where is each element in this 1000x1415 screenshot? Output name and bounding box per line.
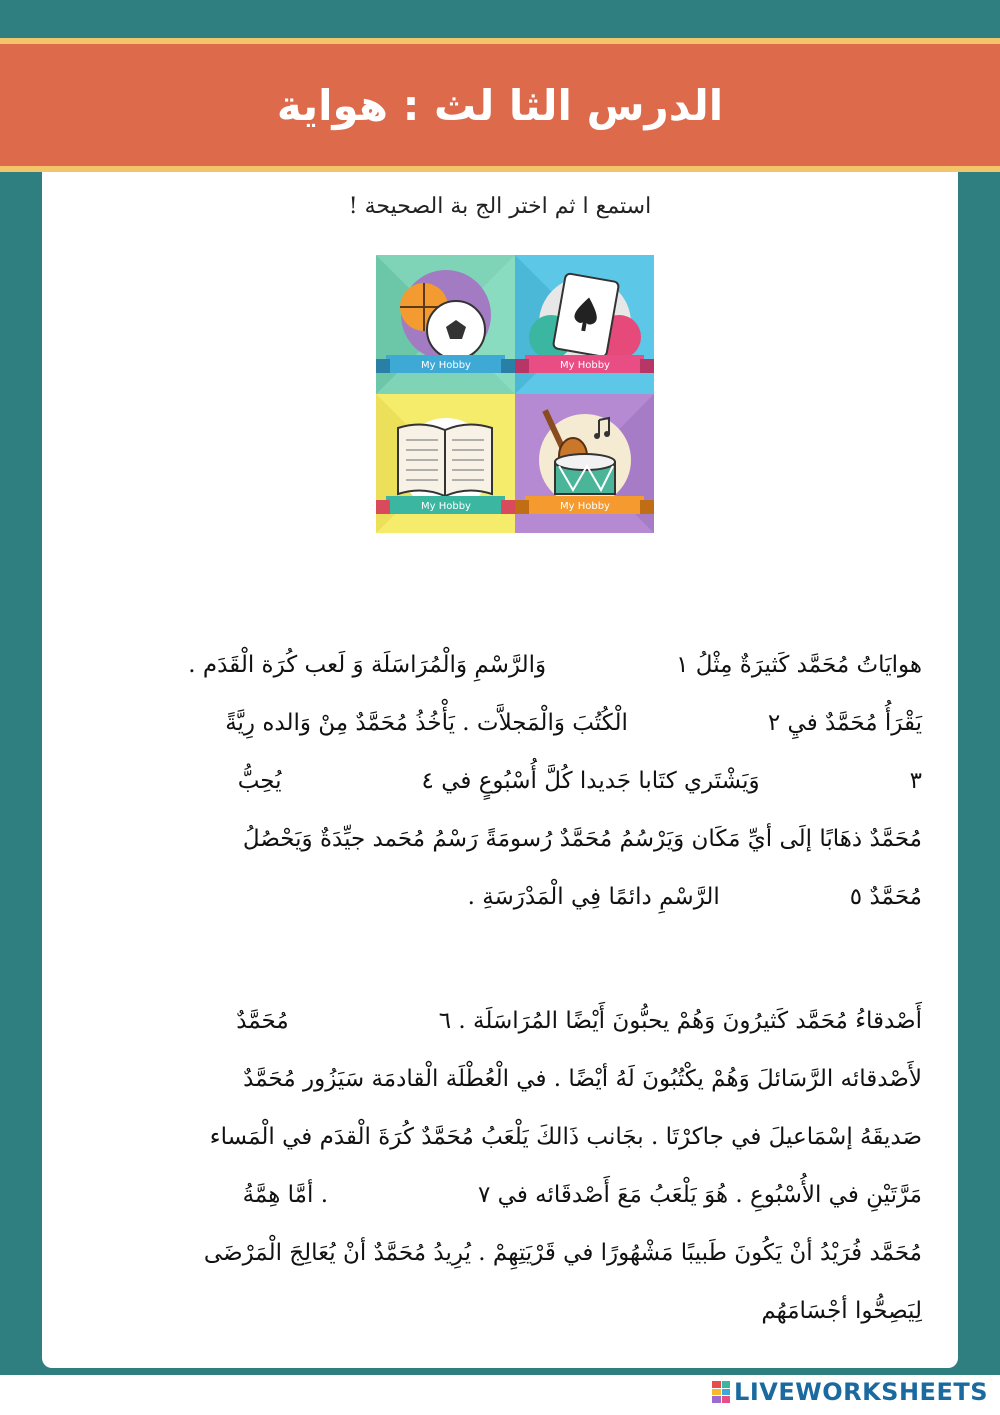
p2-line-2 <box>98 1050 922 1108</box>
p2-line-4-part-a: مَرَّتَيْنِ في الأُسْبُوعِ . هُوَ يَلْعَبُ مَعَ أَصْدقَائه في ٧ <box>478 1182 922 1208</box>
liveworksheets-logo-icon <box>712 1381 730 1403</box>
liveworksheets-footer <box>712 1379 988 1405</box>
p2-line-3 <box>98 1108 922 1166</box>
p1-line-5 <box>98 868 922 926</box>
p2-line-4-part-b: . أمَّا هِمَّةُ <box>242 1182 329 1208</box>
hobby-tile-cards <box>515 255 654 394</box>
p1-line-5-part-a: مُحَمَّدٌ ٥ <box>849 884 922 910</box>
p1-line-1 <box>98 636 922 694</box>
title-banner <box>0 44 1000 166</box>
playing-card-icon <box>515 255 654 394</box>
instruction-text: استمع ا ثم اختر الج بة الصحيحة ! <box>348 194 652 219</box>
p1-line-3-part-c: يُحِبُّ <box>237 768 282 794</box>
hobby-image-grid <box>376 255 654 533</box>
p2-line-6-part-a: لِيَصِحُّوا أجْسَامَهُم <box>761 1298 922 1324</box>
hobby-label-4: My Hobby <box>560 501 610 512</box>
open-book-icon <box>376 394 515 533</box>
paragraph-2 <box>98 992 922 1340</box>
p2-line-5 <box>98 1224 922 1282</box>
p1-line-4-part-a: مُحَمَّدٌ ذهَابًا إلَى أيِّ مَكَان وَيَرْسُمُ مُحَمَّدٌ رُسومَةً رَسْمُ مُحَمد جيِّدَةٌ وَيَحْصُلُ <box>242 826 922 852</box>
p2-line-3-part-a: صَديقَهُ إسْمَاعيلَ في جاكرْتَا . بجَانب ذَالكَ يَلْعَبُ مُحَمَّدٌ كُرَةَ الْقدَم في الْمَساء <box>209 1124 922 1150</box>
liveworksheets-brand[interactable]: LIVEWORKSHEETS <box>734 1378 988 1406</box>
music-drum-icon <box>515 394 654 533</box>
p1-line-1-part-a: هوايَاتُ مُحَمَّد كَثيرَةٌ مِثْلُ ١ <box>676 652 922 678</box>
lesson-title: الدرس الثا لث : هواية <box>276 80 724 130</box>
hobby-tile-music <box>515 394 654 533</box>
p1-line-5-part-b: الرَّسْمِ دائمًا فِي الْمَدْرَسَةِ . <box>467 884 720 910</box>
hobby-label-3: My Hobby <box>421 501 471 512</box>
hobby-label-1: My Hobby <box>421 360 471 371</box>
p1-line-1-part-b: وَالرَّسْمِ وَالْمُرَاسَلَة وَ لَعب كُرَة الْقَدَم . <box>188 652 547 678</box>
p1-line-2-part-b: الْكُتُبَ وَالْمَجلاَّت . يَأْخُذُ مُحَمَّدٌ مِنْ وَالده رِيَّةً <box>225 710 628 736</box>
p1-line-2 <box>98 694 922 752</box>
p1-line-3 <box>98 752 922 810</box>
sports-ball-icon <box>376 255 515 394</box>
hobby-label-2: My Hobby <box>560 360 610 371</box>
paragraph-1 <box>98 636 922 926</box>
p1-line-4 <box>98 810 922 868</box>
p2-line-5-part-a: مُحَمَّد فُرَيْدُ أنْ يَكُونَ طَبيبًا مَشْهُورًا في قَرْيَتِهِمْ . يُرِيدُ مُحَمَّدٌ أنْ يُعَالِجَ الْمَرْضَى <box>203 1240 922 1266</box>
p1-line-3-part-a: ٣ <box>909 768 922 794</box>
p1-line-2-part-a: يَقْرَأُ مُحَمَّدٌ فيِ ٢ <box>767 710 922 736</box>
p2-line-1 <box>98 992 922 1050</box>
p2-line-1-part-a: أَصْدقاءُ مُحَمَّد كَثيرُونَ وَهُمْ يحبُّونَ أَيْضًا المُرَاسَلَة . ٦ <box>438 1008 922 1034</box>
worksheet-paper <box>42 172 958 1368</box>
hobby-tile-sports <box>376 255 515 394</box>
hobby-tile-reading <box>376 394 515 533</box>
p2-line-6 <box>98 1282 922 1340</box>
p1-line-3-part-b: وَيَشْتَري كتَابا جَديدا كُلَّ أُسْبُوعٍ في ٤ <box>421 768 760 794</box>
p2-line-1-part-b: مُحَمَّدٌ <box>236 1008 289 1034</box>
p2-line-4 <box>98 1166 922 1224</box>
p2-line-2-part-a: لأَصْدقائه الرَّسَائلَ وَهُمْ يكْتُبُونَ لَهُ أيْضًا . في الْعُطْلَة الْقادمَة سَيَزُور مُحَمَّدٌ <box>243 1066 922 1092</box>
